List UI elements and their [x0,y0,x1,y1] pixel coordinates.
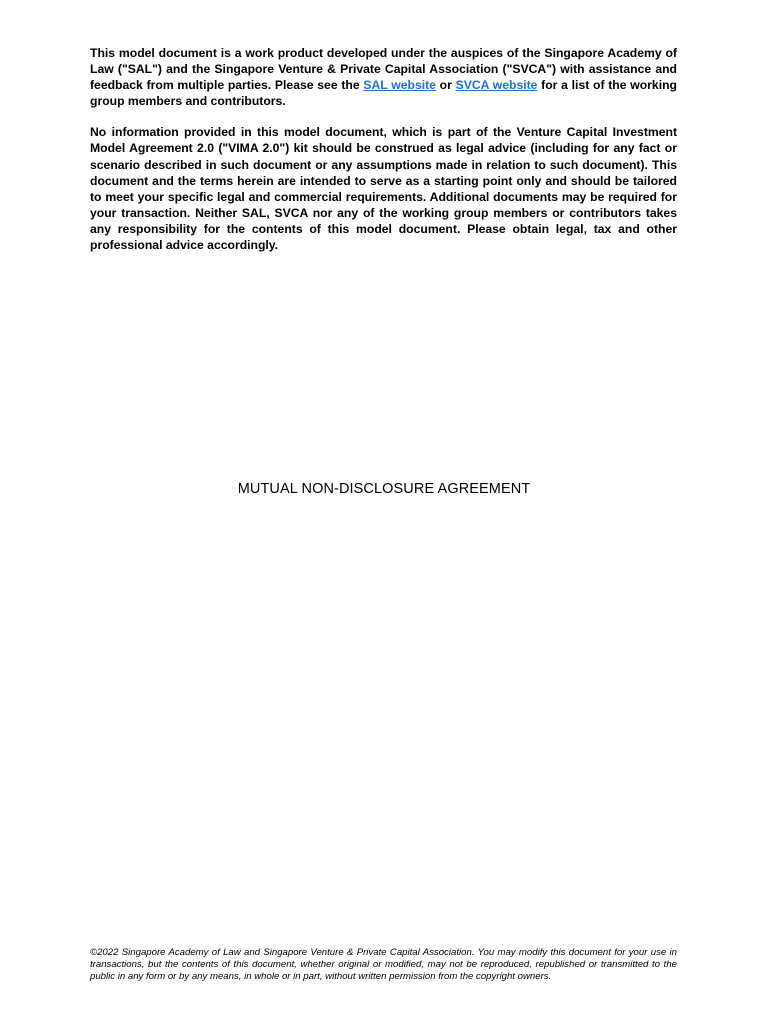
disclaimer-text: for a list of the working group members and contributors. [90,78,677,109]
svca-website-link[interactable]: SVCA website [455,78,538,93]
disclaimer-text: This model document is a work product developed under the auspices of the Singapore Academy of Law ("SAL") and the Singapore Venture & Private Capital Association ("SVCA") with assistance and feedback from multiple parties. Please see the [90,46,677,93]
document-title: MUTUAL NON-DISCLOSURE AGREEMENT [237,481,531,497]
copyright-notice: ©2022 Singapore Academy of Law and Singapore Venture & Private Capital Association. You may modify this document for your use in transactions, but the contents of this document, whether original or modified, may not be reproduced, republished or transmitted to the public in any form or by any means, in whole or in part, without written permission from the copyright owners. [90,947,677,983]
sal-website-link[interactable]: SAL website [363,78,436,93]
disclaimer-text: or [435,78,456,93]
disclaimer-paragraph-1 [90,45,677,109]
disclaimer-paragraph-2: No information provided in this model document, which is part of the Venture Capital Investment Model Agreement 2.0 ("VIMA 2.0") kit should be construed as legal advice (including for any fact or scenario described in such document or any assumptions made in relation to such document). This document and the terms herein are intended to serve as a starting point only and should be tailored to meet your specific legal and commercial requirements. Additional documents may be required for your transaction. Neither SAL, SVCA nor any of the working group members or contributors takes any responsibility for the contents of this model document. Please obtain legal, tax and other professional advice accordingly. [90,125,677,253]
disclaimer-block [90,45,677,253]
